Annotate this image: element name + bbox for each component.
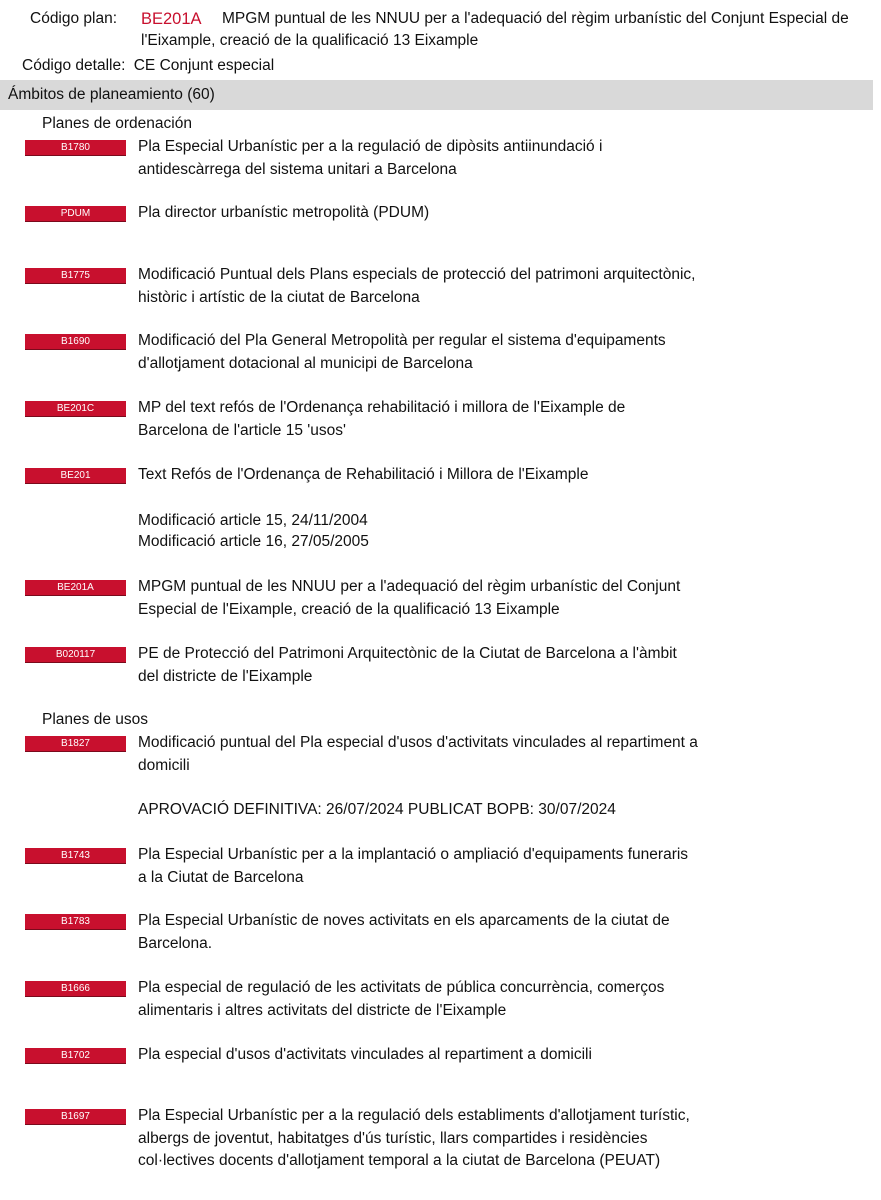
- plan-entry-title: Modificació Puntual dels Plans especials de protecció del patrimoni arquitectònic, històric i artístic de la ciutat de Barcelona: [138, 266, 696, 306]
- plan-entry-title: Modificació puntual del Pla especial d'usos d'activitats vinculades al repartiment a domicili: [138, 734, 698, 774]
- plan-entry-title: MP del text refós de l'Ordenança rehabilitació i millora de l'Eixample de Barcelona de l'article 15 'usos': [138, 399, 626, 439]
- detail-header: [22, 55, 274, 77]
- plan-code-badge[interactable]: B1666: [25, 981, 126, 997]
- plan-code-badge[interactable]: B1783: [25, 914, 126, 930]
- plan-code-badge[interactable]: B1743: [25, 848, 126, 864]
- plan-code-badge[interactable]: B1690: [25, 334, 126, 350]
- section-title-bar: Ámbitos de planeamiento (60): [0, 80, 873, 110]
- plan-code-badge[interactable]: BE201A: [25, 580, 126, 596]
- plan-entry-note: APROVACIÓ DEFINITIVA: 26/07/2024 PUBLICAT BOPB: 30/07/2024: [138, 801, 616, 818]
- plan-code-badge[interactable]: B020117: [25, 647, 126, 663]
- plan-code-badge[interactable]: PDUM: [25, 206, 126, 222]
- plan-entry-note: Modificació article 16, 27/05/2005: [138, 533, 369, 550]
- plan-entry-title: Pla especial de regulació de les activitats de pública concurrència, comerços alimentaris i altres activitats del districte de l'Eixample: [138, 979, 665, 1019]
- detail-code-label: Código detalle:: [22, 57, 126, 74]
- plan-code-badge[interactable]: B1827: [25, 736, 126, 752]
- plan-entry-title: Pla Especial Urbanístic per a la implantació o ampliació d'equipaments funeraris a la Ciutat de Barcelona: [138, 846, 689, 886]
- plan-code-badge[interactable]: BE201C: [25, 401, 126, 417]
- detail-code-value: CE Conjunt especial: [133, 57, 275, 74]
- plan-code-badge[interactable]: B1780: [25, 140, 126, 156]
- plan-entry-title: PE de Protecció del Patrimoni Arquitectònic de la Ciutat de Barcelona a l'àmbit del districte de l'Eixample: [138, 645, 677, 685]
- plan-code: BE201A: [141, 10, 202, 28]
- plan-code-badge[interactable]: B1697: [25, 1109, 126, 1125]
- plan-code-badge[interactable]: B1702: [25, 1048, 126, 1064]
- plan-entry-title: Pla Especial Urbanístic per a la regulació dels establiments d'allotjament turístic, albergs de joventut, habitatges d'ús turístic, llars compartides i residències col·lectives docents d'allotjament temporal a la ciutat de Barcelona (PEUAT): [138, 1107, 690, 1169]
- plan-entry-title: Pla director urbanístic metropolità (PDUM): [138, 204, 430, 221]
- plan-title: MPGM puntual de les NNUU per a l'adequació del règim urbanístic del Conjunt Especial de l'Eixample, creació de la qualificació 13 Eixample: [141, 10, 849, 49]
- plan-code-label: Código plan:: [30, 10, 118, 27]
- plan-entry-note: Modificació article 15, 24/11/2004: [138, 512, 368, 529]
- plan-entry-title: Pla Especial Urbanístic de noves activitats en els aparcaments de la ciutat de Barcelona.: [138, 912, 670, 952]
- plan-code-badge[interactable]: BE201: [25, 468, 126, 484]
- plan-entry-title: Modificació del Pla General Metropolità per regular el sistema d'equipaments d'allotjament dotacional al municipi de Barcelona: [138, 332, 666, 372]
- plan-entry-title: Pla Especial Urbanístic per a la regulació de dipòsits antiinundació i antidescàrrega del sistema unitari a Barcelona: [138, 138, 603, 178]
- plan-entry-title: MPGM puntual de les NNUU per a l'adequació del règim urbanístic del Conjunt Especial de l'Eixample, creació de la qualificació 13 Eixample: [138, 578, 681, 618]
- plan-code-badge[interactable]: B1775: [25, 268, 126, 284]
- group-title: Planes de ordenación: [42, 115, 192, 132]
- plan-entry-title: Pla especial d'usos d'activitats vinculades al repartiment a domicili: [138, 1046, 592, 1063]
- group-title: Planes de usos: [42, 711, 148, 728]
- plan-entry-title: Text Refós de l'Ordenança de Rehabilitació i Millora de l'Eixample: [138, 466, 589, 483]
